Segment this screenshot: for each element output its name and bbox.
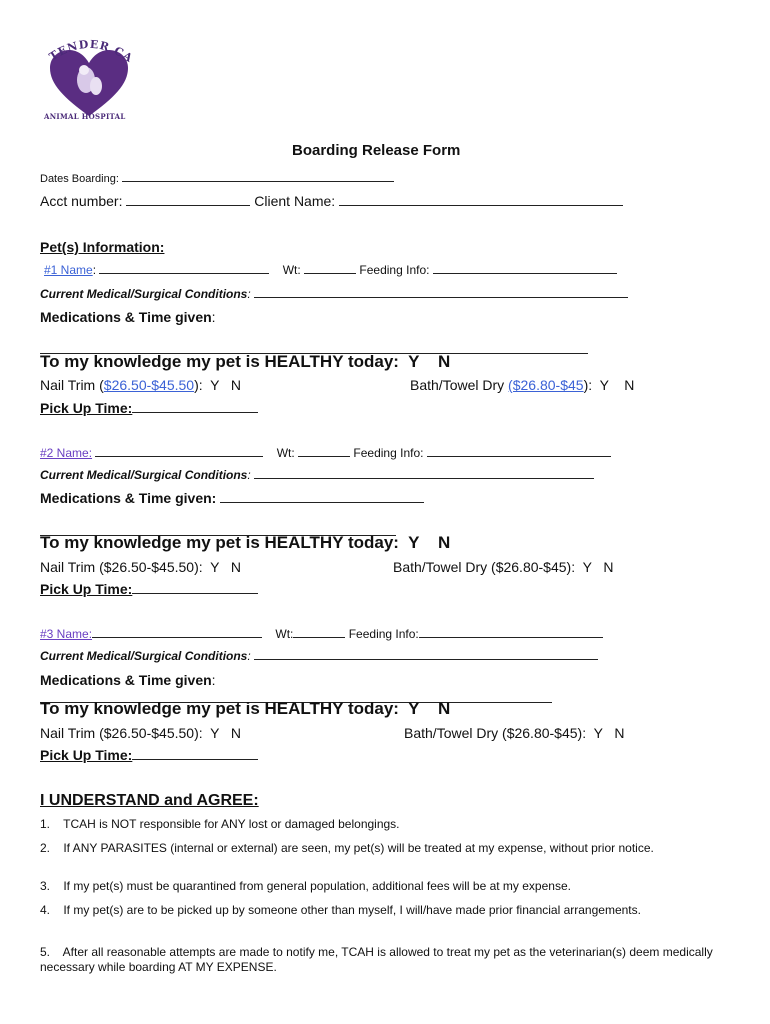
logo-bottom-text: ANIMAL HOSPITAL bbox=[44, 112, 126, 121]
pet3-feeding-field[interactable] bbox=[419, 636, 603, 638]
pet3-pickup-field[interactable] bbox=[132, 758, 258, 760]
pet2-nail-trim: Nail Trim ($26.50-$45.50): Y N bbox=[40, 559, 242, 575]
pet2-conditions-row: Current Medical/Surgical Conditions: bbox=[40, 468, 594, 482]
pet1-meds-row: Medications & Time given: bbox=[40, 309, 216, 325]
form-title: Boarding Release Form bbox=[292, 142, 461, 159]
pet2-bath: Bath/Towel Dry ($26.80-$45): Y N bbox=[393, 559, 614, 575]
pet2-conditions-label: Current Medical/Surgical Conditions bbox=[40, 468, 248, 482]
pet1-pickup-field[interactable] bbox=[132, 411, 258, 413]
pet1-name-label: #1 Name bbox=[44, 263, 93, 277]
pet1-pickup-label: Pick Up Time: bbox=[40, 400, 133, 416]
pet1-conditions-label: Current Medical/Surgical Conditions bbox=[40, 287, 248, 301]
pet3-name-field[interactable] bbox=[92, 636, 262, 638]
pet1-nail-trim-price[interactable]: $26.50-$45.50 bbox=[103, 377, 195, 393]
pet3-conditions-field[interactable] bbox=[254, 658, 598, 660]
account-row bbox=[40, 193, 623, 209]
client-name-field[interactable] bbox=[339, 204, 623, 206]
pet2-pickup-row bbox=[40, 581, 258, 597]
pet2-name-row bbox=[40, 446, 611, 460]
agreement-item: 1. TCAH is NOT responsible for ANY lost or damaged belongings. bbox=[40, 817, 400, 831]
pet1-name-row: #1 Name: Wt: Feeding Info: bbox=[44, 263, 617, 277]
agreement-heading: I UNDERSTAND and AGREE: bbox=[40, 792, 259, 809]
pet2-meds-field[interactable] bbox=[220, 501, 424, 503]
pet2-healthy: To my knowledge my pet is HEALTHY today: Y N bbox=[40, 533, 451, 552]
pet2-pickup-field[interactable] bbox=[132, 592, 258, 594]
pet1-bath-suffix: ): Y N bbox=[583, 377, 635, 393]
client-name-label: Client Name: bbox=[254, 193, 336, 209]
pet1-healthy: To my knowledge my pet is HEALTHY today: Y N bbox=[40, 352, 451, 371]
pet1-nail-trim bbox=[40, 377, 241, 393]
pet1-nail-trim-suffix: ): Y N bbox=[194, 377, 242, 393]
pet3-conditions-row: Current Medical/Surgical Conditions: bbox=[40, 649, 598, 663]
agreement-item: 4. If my pet(s) are to be picked up by someone other than myself, I will/have made prior financial arrangements. bbox=[40, 903, 641, 917]
pet1-meds-label: Medications & Time given bbox=[40, 309, 212, 325]
pet2-feeding-field[interactable] bbox=[427, 455, 611, 457]
pet2-meds-row bbox=[40, 490, 424, 506]
logo bbox=[34, 36, 144, 128]
pet2-pickup-label: Pick Up Time: bbox=[40, 581, 133, 597]
dates-boarding-field[interactable] bbox=[122, 180, 394, 182]
pet1-feeding-label: Feeding Info: bbox=[359, 263, 430, 277]
pet1-wt-field[interactable] bbox=[304, 272, 356, 274]
pet3-conditions-label: Current Medical/Surgical Conditions bbox=[40, 649, 248, 663]
pet2-name-label: #2 Name: bbox=[40, 446, 93, 460]
pet2-conditions-field[interactable] bbox=[254, 477, 594, 479]
pet3-wt-label: Wt: bbox=[275, 627, 294, 641]
pet1-conditions-row: Current Medical/Surgical Conditions: bbox=[40, 287, 628, 301]
pet1-bath-price[interactable]: ($26.80-$45 bbox=[508, 377, 584, 393]
pet3-wt-field[interactable] bbox=[293, 636, 345, 638]
pets-heading: Pet(s) Information: bbox=[40, 239, 165, 255]
pet2-meds-label: Medications & Time given: bbox=[40, 490, 217, 506]
pet3-pickup-row bbox=[40, 747, 258, 763]
logo-top-text: TENDER CA bbox=[46, 37, 136, 66]
pet1-name-field[interactable] bbox=[99, 272, 269, 274]
pet3-bath: Bath/Towel Dry ($26.80-$45): Y N bbox=[404, 725, 625, 741]
acct-number-field[interactable] bbox=[126, 204, 250, 206]
pet1-pickup-row bbox=[40, 400, 258, 416]
pet2-feeding-label: Feeding Info: bbox=[353, 446, 424, 460]
dates-boarding-row bbox=[40, 173, 394, 185]
pet2-wt-field[interactable] bbox=[298, 455, 350, 457]
dates-boarding-label: Dates Boarding: bbox=[40, 173, 119, 185]
pet1-bath-prefix: Bath/Towel Dry bbox=[410, 377, 509, 393]
acct-number-label: Acct number: bbox=[40, 193, 123, 209]
pet1-bath bbox=[410, 377, 634, 393]
agreement-item: 5. After all reasonable attempts are made to notify me, TCAH is allowed to treat my pet as the veterinarian(s) deem medically necessary while boarding AT MY EXPENSE. bbox=[40, 945, 717, 974]
pet2-wt-label: Wt: bbox=[276, 446, 295, 460]
pet2-name-field[interactable] bbox=[95, 455, 263, 457]
pet3-meds-label: Medications & Time given bbox=[40, 672, 212, 688]
pet3-pickup-label: Pick Up Time: bbox=[40, 747, 133, 763]
pet3-name-label: #3 Name: bbox=[40, 627, 93, 641]
pet1-nail-trim-prefix: Nail Trim ( bbox=[40, 377, 104, 393]
pet3-nail-trim: Nail Trim ($26.50-$45.50): Y N bbox=[40, 725, 242, 741]
pet1-wt-label: Wt: bbox=[282, 263, 301, 277]
agreement-item: 3. If my pet(s) must be quarantined from general population, additional fees will be at my expense. bbox=[40, 879, 571, 893]
pet3-feeding-label: Feeding Info: bbox=[348, 627, 419, 641]
pet1-conditions-field[interactable] bbox=[254, 296, 628, 298]
pet3-healthy: To my knowledge my pet is HEALTHY today: Y N bbox=[40, 699, 451, 718]
pet3-meds-row: Medications & Time given: bbox=[40, 672, 216, 688]
agreement-item: 2. If ANY PARASITES (internal or external) are seen, my pet(s) will be treated at my expense, without prior notice. bbox=[40, 841, 654, 855]
pet1-feeding-field[interactable] bbox=[433, 272, 617, 274]
pet3-name-row bbox=[40, 627, 603, 641]
